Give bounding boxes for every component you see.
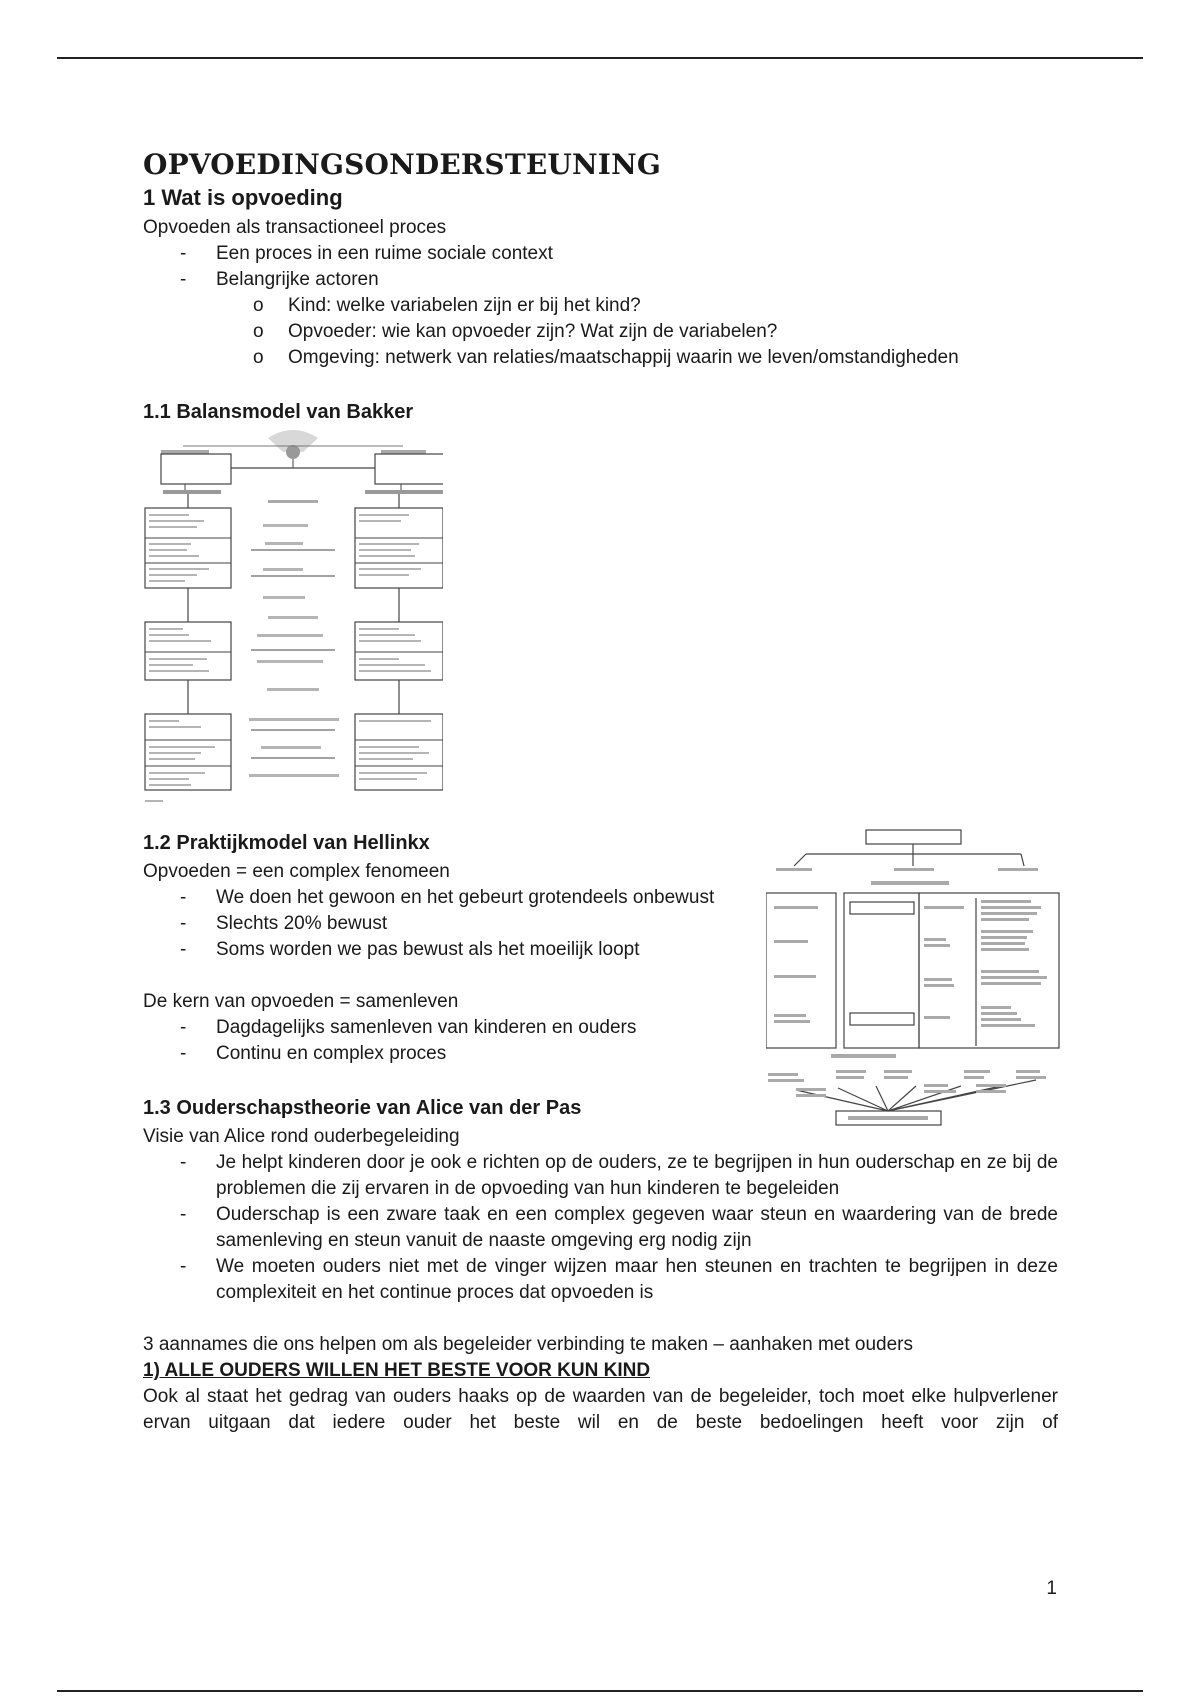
section-1-2-kern: De kern van opvoeden = samenleven [143,991,459,1012]
list-item: - Dagdagelijks samenleven van kinderen en ouders [143,1015,743,1041]
list-item: - Ouderschap is een zware taak en een complex gegeven waar steun en waardering van de brede samenleving en steun vanuit de naaste omgeving erg nodig zijn [143,1202,1058,1254]
list-item: - Slechts 20% bewust [143,911,743,937]
list-item: - We doen het gewoon en het gebeurt grotendeels onbewust [143,885,743,911]
list-item: o Omgeving: netwerk van relaties/maatschappij waarin we leven/omstandigheden [143,345,1058,371]
section-heading-1-3: 1.3 Ouderschapstheorie van Alice van der Pas [143,1097,582,1119]
section-1-intro: Opvoeden als transactioneel proces [143,217,447,238]
list-item: o Opvoeder: wie kan opvoeder zijn? Wat zijn de variabelen? [143,319,1058,345]
section-heading-1: 1 Wat is opvoeding [143,185,343,210]
section-1-2 [143,832,1058,1067]
practice-model-figure [766,818,1061,1128]
section-1-bullets [143,241,1058,293]
list-item: - Je helpt kinderen door je ook e richten op de ouders, ze te begrijpen in hun ouderschap en ze bij de problemen die zij ervaren in de opvoeding van hun kinderen te begeleiden [143,1150,1058,1202]
section-1-3-intro: Visie van Alice rond ouderbegeleiding [143,1126,460,1147]
document-body [143,140,1058,1436]
section-heading-1-2: 1.2 Praktijkmodel van Hellinkx [143,832,430,854]
section-1-2-bullets [143,885,743,963]
list-item: - We moeten ouders niet met de vinger wijzen maar hen steunen en trachten te begrijpen in deze complexiteit en het continue proces dat opvoeden is [143,1254,1058,1306]
balance-model-figure [143,428,443,808]
list-item: - Een proces in een ruime sociale context [143,241,1058,267]
subsection-heading: 1) ALLE OUDERS WILLEN HET BESTE VOOR KUN KIND [143,1360,651,1381]
aannames-line: 3 aannames die ons helpen om als begeleider verbinding te maken – aanhaken met ouders [143,1334,914,1355]
section-heading-1-1: 1.1 Balansmodel van Bakker [143,401,414,423]
section-1-2-intro: Opvoeden = een complex fenomeen [143,861,450,882]
section-1-sub-bullets [143,293,1058,371]
header-rule [57,57,1143,59]
page-number: 1 [1046,1578,1057,1599]
section-1-3-bullets [143,1150,1058,1306]
footer-rule [57,1690,1143,1692]
list-item: - Soms worden we pas bewust als het moeilijk loopt [143,937,743,963]
list-item: - Continu en complex proces [143,1041,743,1067]
list-item: - Belangrijke actoren [143,267,1058,293]
body-paragraph: Ook al staat het gedrag van ouders haaks op de waarden van de begeleider, toch moet elke hulpverlener ervan uitgaan dat iedere ouder het beste wil en de beste bedoelingen heeft voor zijn of [143,1386,1058,1433]
document-title: OPVOEDINGSONDERSTEUNING [143,148,662,181]
list-item: o Kind: welke variabelen zijn er bij het kind? [143,293,1058,319]
section-1-2-kern-bullets [143,1015,743,1067]
